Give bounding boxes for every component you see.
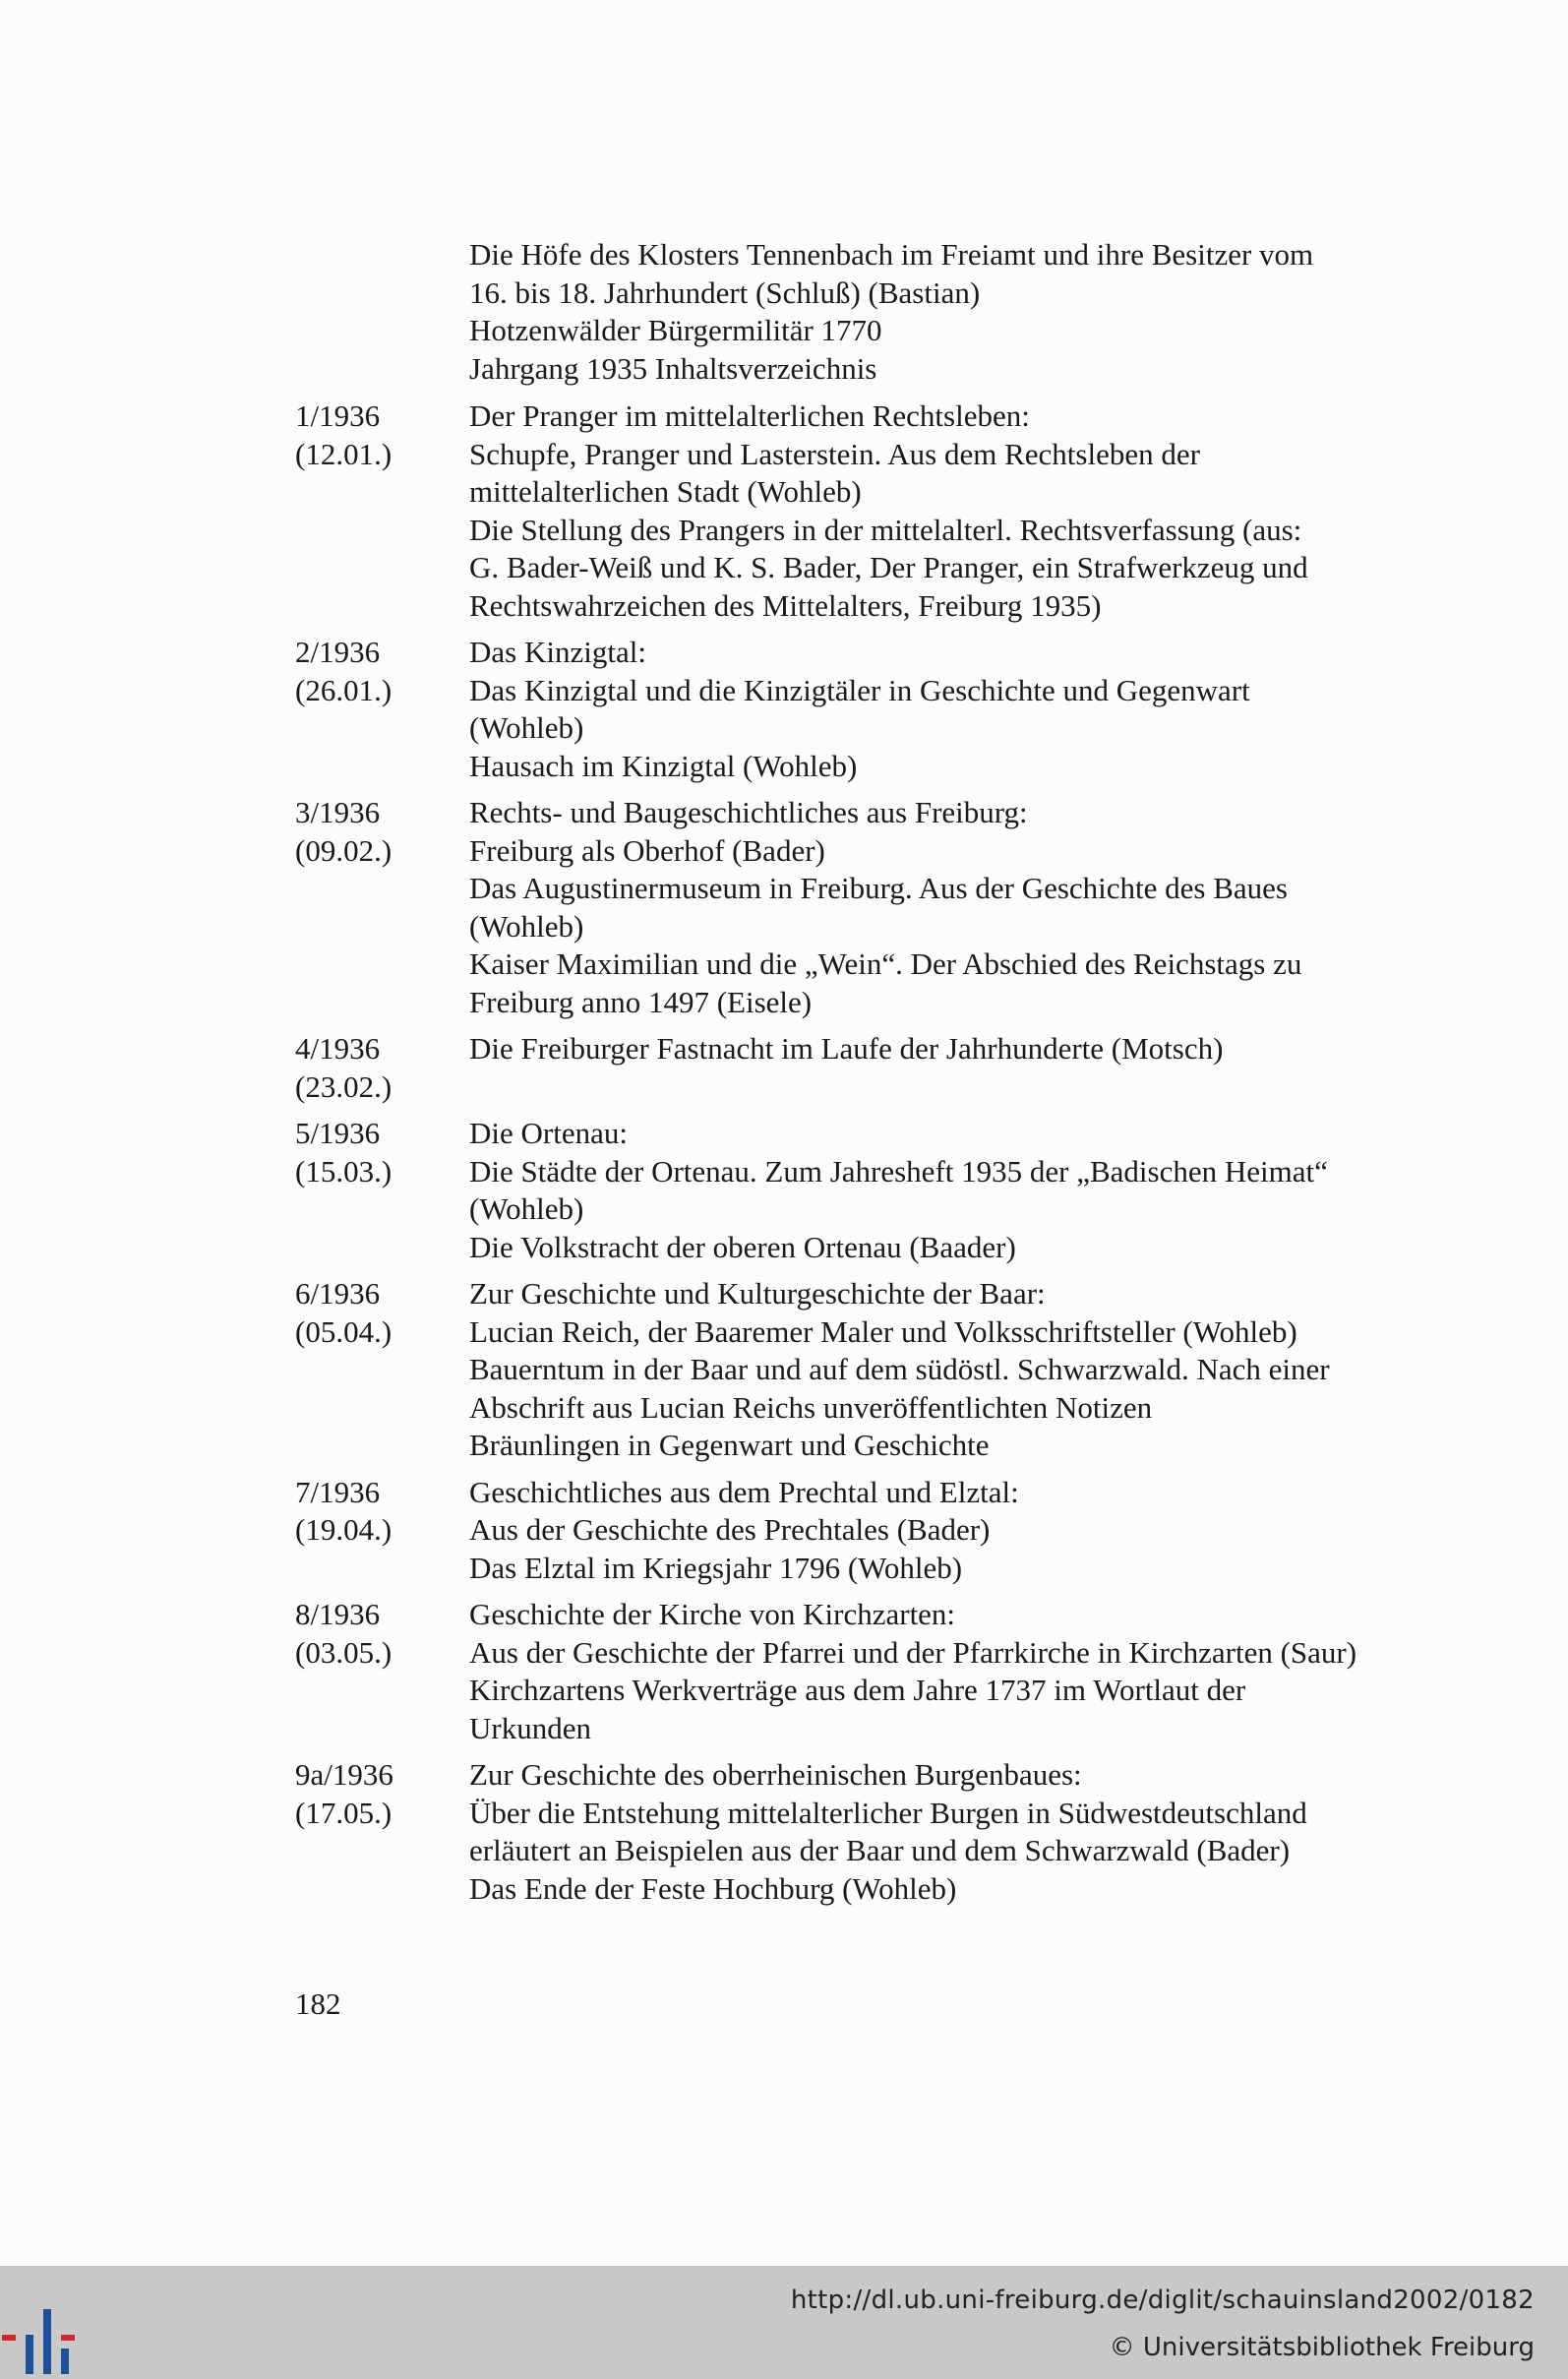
article-line: Rechtswahrzeichen des Mittelalters, Freiburg 1935) xyxy=(469,587,1102,623)
table-of-contents xyxy=(295,236,1456,1917)
issue-date: (26.01.) xyxy=(295,672,392,707)
intro-line: Die Höfe des Klosters Tennenbach im Freiamt und ihre Besitzer vom xyxy=(469,237,1314,272)
issue-contents xyxy=(469,397,1456,625)
issue-heading: Zur Geschichte des oberrheinischen Burgenbaues: xyxy=(469,1757,1082,1792)
issue-contents xyxy=(469,1115,1456,1266)
issue-heading: Zur Geschichte und Kulturgeschichte der Baar: xyxy=(469,1276,1046,1311)
issue-heading: Die Ortenau: xyxy=(469,1116,628,1150)
issue-heading: Geschichte der Kirche von Kirchzarten: xyxy=(469,1597,956,1631)
issue-number: 1/1936 xyxy=(295,398,381,433)
article-line: Über die Entstehung mittelalterlicher Burgen in Südwestdeutschland xyxy=(469,1795,1307,1830)
issue-entry xyxy=(295,1030,1456,1106)
article-line: Urkunden xyxy=(469,1710,591,1745)
line-spacer xyxy=(469,1068,1456,1107)
article-line: Das Ende der Feste Hochburg (Wohleb) xyxy=(469,1870,957,1906)
issue-meta xyxy=(295,794,462,870)
issue-contents xyxy=(469,1756,1456,1908)
article-line: Das Augustinermuseum in Freiburg. Aus der Geschichte des Baues xyxy=(469,871,1288,905)
issue-number: 6/1936 xyxy=(295,1276,381,1311)
issue-contents xyxy=(469,1596,1456,1747)
article-line: mittelalterlichen Stadt (Wohleb) xyxy=(469,474,862,509)
ub-freiburg-logo-icon xyxy=(0,2309,108,2374)
article-line: Bräunlingen in Gegenwart und Geschichte xyxy=(469,1428,990,1462)
issue-meta xyxy=(295,634,462,709)
issue-entry xyxy=(295,1474,1456,1588)
issue-entry xyxy=(295,1275,1456,1465)
article-line: Kaiser Maximilian und die „Wein“. Der Abschied des Reichstags zu xyxy=(469,946,1302,981)
issue-contents xyxy=(469,634,1456,785)
issue-entry xyxy=(295,397,1456,625)
issue-meta xyxy=(295,397,462,473)
issue-date: (23.02.) xyxy=(295,1068,392,1104)
issue-date: (09.02.) xyxy=(295,832,392,868)
article-line: (Wohleb) xyxy=(469,710,584,745)
article-line: Das Elztal im Kriegsjahr 1796 (Wohleb) xyxy=(469,1550,963,1585)
article-line: Freiburg anno 1497 (Eisele) xyxy=(469,984,813,1019)
issue-number: 7/1936 xyxy=(295,1474,381,1509)
article-line: Schupfe, Pranger und Lasterstein. Aus dem Rechtsleben der xyxy=(469,436,1200,471)
issue-entry xyxy=(295,1596,1456,1747)
article-line: Freiburg als Oberhof (Bader) xyxy=(469,832,825,868)
article-line: (Wohleb) xyxy=(469,1191,584,1226)
page-number: 182 xyxy=(295,1986,341,2021)
footer-bar xyxy=(0,2266,1568,2379)
issue-meta xyxy=(295,1596,462,1672)
article-line: G. Bader-Weiß und K. S. Bader, Der Pranger, ein Strafwerkzeug und xyxy=(469,550,1308,584)
issue-list xyxy=(295,397,1456,1908)
issue-number: 9a/1936 xyxy=(295,1757,393,1792)
issue-contents xyxy=(469,1275,1456,1465)
issue-entry xyxy=(295,1115,1456,1266)
issue-meta xyxy=(295,1030,462,1106)
issue-meta xyxy=(295,1275,462,1351)
article-line: Hausach im Kinzigtal (Wohleb) xyxy=(469,748,858,783)
issue-meta xyxy=(295,1115,462,1190)
issue-heading: Geschichtliches aus dem Prechtal und Elztal: xyxy=(469,1474,1019,1509)
footer-url[interactable]: http://dl.ub.uni-freiburg.de/diglit/schauinsland2002/0182 xyxy=(790,2286,1535,2315)
issue-heading: Der Pranger im mittelalterlichen Rechtsleben: xyxy=(469,398,1030,433)
issue-date: (03.05.) xyxy=(295,1634,392,1670)
issue-entry xyxy=(295,634,1456,785)
article-line: Die Volkstracht der oberen Ortenau (Baader) xyxy=(469,1229,1016,1264)
issue-number: 5/1936 xyxy=(295,1116,381,1150)
article-line: Die Städte der Ortenau. Zum Jahresheft 1935 der „Badischen Heimat“ xyxy=(469,1153,1328,1189)
intro-entry xyxy=(295,236,1456,388)
issue-contents xyxy=(469,1474,1456,1588)
intro-line: Jahrgang 1935 Inhaltsverzeichnis xyxy=(469,350,877,386)
article-line: Abschrift aus Lucian Reichs unveröffentlichten Notizen xyxy=(469,1389,1153,1425)
article-line: Aus der Geschichte der Pfarrei und der Pfarrkirche in Kirchzarten (Saur) xyxy=(469,1634,1357,1670)
issue-entry xyxy=(295,1756,1456,1908)
intro-line: 16. bis 18. Jahrhundert (Schluß) (Bastian) xyxy=(469,274,981,310)
issue-heading: Das Kinzigtal: xyxy=(469,635,646,669)
issue-meta xyxy=(295,1474,462,1550)
article-line: Aus der Geschichte des Prechtales (Bader) xyxy=(469,1512,991,1547)
issue-heading: Die Freiburger Fastnacht im Laufe der Jahrhunderte (Motsch) xyxy=(469,1031,1224,1066)
issue-entry xyxy=(295,794,1456,1021)
article-line: Bauerntum in der Baar und auf dem südöstl. Schwarzwald. Nach einer xyxy=(469,1352,1330,1386)
article-line: Die Stellung des Prangers in der mittelalterl. Rechtsverfassung (aus: xyxy=(469,512,1302,547)
footer-copyright: © Universitätsbibliothek Freiburg xyxy=(1109,2333,1535,2362)
issue-date: (19.04.) xyxy=(295,1512,392,1547)
intro-lines xyxy=(469,236,1456,388)
issue-date: (15.03.) xyxy=(295,1153,392,1189)
article-line: Kirchzartens Werkverträge aus dem Jahre 1737 im Wortlaut der xyxy=(469,1673,1246,1707)
article-line: erläutert an Beispielen aus der Baar und dem Schwarzwald (Bader) xyxy=(469,1833,1291,1867)
issue-number: 2/1936 xyxy=(295,635,381,669)
issue-meta xyxy=(295,1756,462,1832)
article-line: (Wohleb) xyxy=(469,908,584,944)
issue-date: (17.05.) xyxy=(295,1795,392,1830)
issue-date: (05.04.) xyxy=(295,1313,392,1349)
issue-date: (12.01.) xyxy=(295,436,392,471)
issue-number: 4/1936 xyxy=(295,1031,381,1066)
issue-heading: Rechts- und Baugeschichtliches aus Freiburg: xyxy=(469,795,1028,829)
issue-contents xyxy=(469,794,1456,1021)
issue-number: 3/1936 xyxy=(295,795,381,829)
article-line: Lucian Reich, der Baaremer Maler und Volksschriftsteller (Wohleb) xyxy=(469,1313,1297,1349)
issue-number: 8/1936 xyxy=(295,1597,381,1631)
article-line: Das Kinzigtal und die Kinzigtäler in Geschichte und Gegenwart xyxy=(469,672,1250,707)
issue-contents xyxy=(469,1030,1456,1106)
intro-line: Hotzenwälder Bürgermilitär 1770 xyxy=(469,313,882,347)
